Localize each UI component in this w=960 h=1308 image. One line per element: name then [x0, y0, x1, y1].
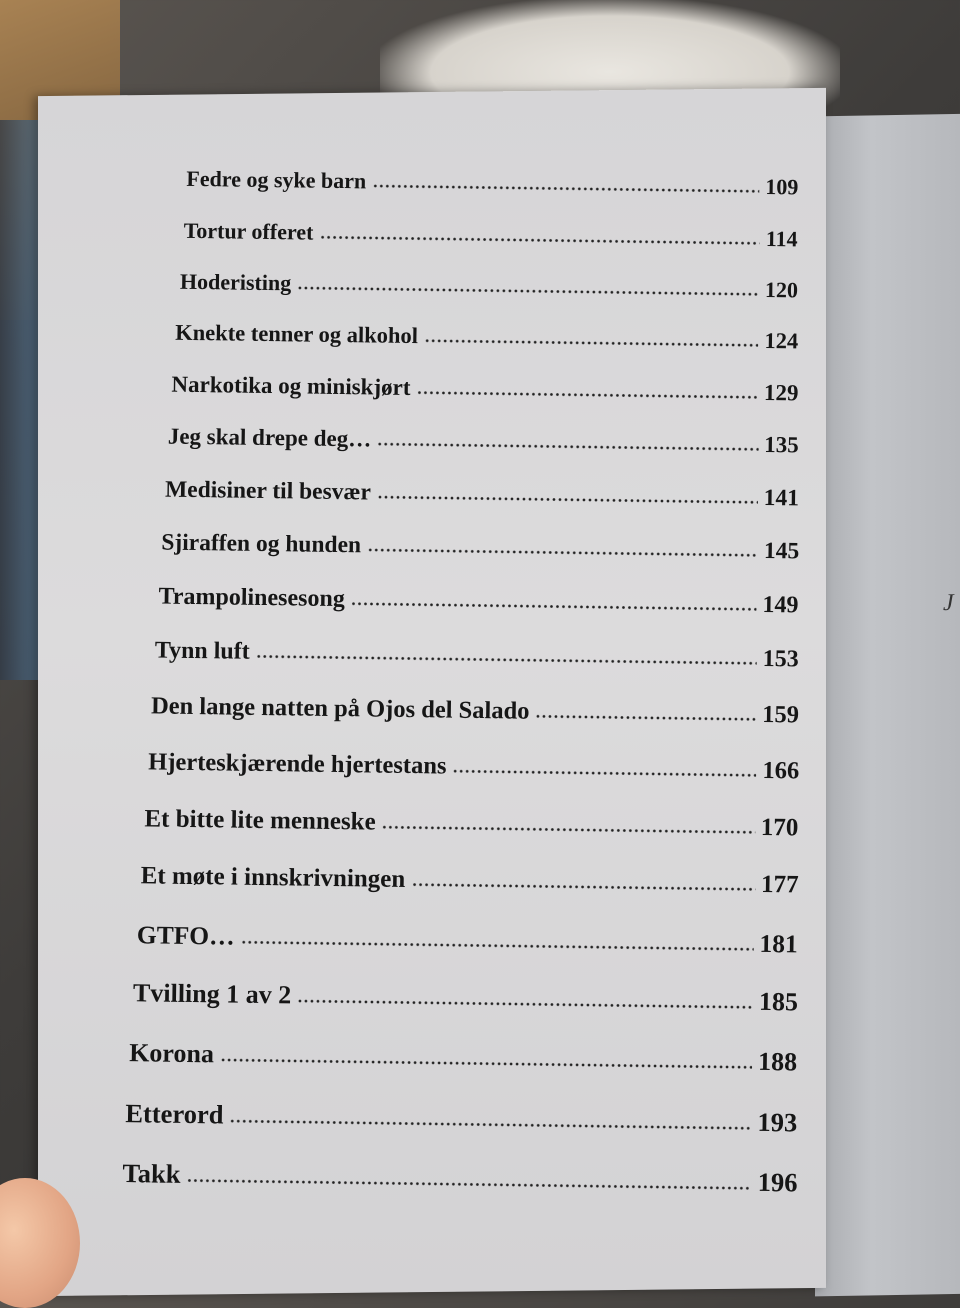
toc-entry-title: GTFO…	[136, 920, 235, 951]
leader-dots	[256, 652, 757, 666]
toc-entry-title: Etterord	[125, 1098, 224, 1130]
toc-entry-title: Et møte i innskrivningen	[140, 862, 406, 893]
leader-dots	[535, 711, 756, 721]
facing-page-text: J	[943, 589, 954, 617]
leader-dots	[377, 440, 758, 452]
toc-entry	[180, 269, 798, 304]
toc-entry	[161, 530, 799, 566]
toc-entry-title: Korona	[129, 1038, 215, 1069]
toc-entry	[168, 424, 799, 459]
toc-entry-title: Trampolinesesong	[158, 583, 345, 613]
leader-dots	[382, 822, 755, 835]
toc-entry	[122, 1158, 797, 1198]
toc-entry-title: Tynn luft	[154, 637, 250, 665]
toc-entry-page: 177	[760, 870, 799, 899]
toc-entry-page: 114	[765, 225, 798, 252]
toc-entry-title: Medisiner til besvær	[164, 476, 372, 506]
leader-dots	[297, 996, 753, 1010]
leader-dots	[372, 182, 759, 194]
toc-entry	[140, 862, 798, 899]
toc-entry-page: 120	[764, 276, 799, 303]
toc-entry-page: 153	[762, 645, 799, 673]
leader-dots	[416, 388, 758, 400]
toc-entry-title: Fedre og syke barn	[186, 165, 367, 194]
toc-entry	[133, 978, 798, 1017]
toc-entry	[155, 637, 799, 673]
toc-entry	[129, 1038, 797, 1077]
toc-entry-page: 166	[762, 756, 800, 785]
leader-dots	[319, 233, 760, 246]
toc-entry	[175, 320, 798, 355]
leader-dots	[351, 599, 757, 612]
toc-entry	[184, 218, 798, 253]
toc-entry	[151, 692, 799, 729]
toc-entry-page: 129	[763, 379, 799, 406]
toc-entry-title: Hoderisting	[179, 268, 292, 296]
toc-entry-page: 159	[762, 700, 800, 729]
leader-dots	[377, 492, 758, 504]
toc-entry-page: 109	[765, 173, 799, 200]
toc-entry-title: Jeg skal drepe deg…	[167, 423, 372, 452]
leader-dots	[240, 937, 753, 952]
toc-entry-title: Hjerteskjærende hjertestans	[148, 748, 447, 780]
toc-entry	[158, 584, 798, 620]
toc-entry-title: Den lange natten på Ojos del Salado	[150, 692, 530, 725]
leader-dots	[297, 284, 759, 297]
leader-dots	[367, 545, 758, 558]
toc-entry-title: Tvilling 1 av 2	[132, 978, 292, 1010]
toc-entry	[165, 477, 799, 513]
toc-entry-title: Knekte tenner og alkohol	[175, 319, 419, 349]
toc-entry-page: 124	[764, 327, 799, 354]
toc-entry-title: Sjiraffen og hunden	[161, 529, 362, 559]
toc-entry-page: 145	[763, 537, 800, 565]
toc-entry-page: 185	[758, 986, 799, 1017]
leader-dots	[186, 1175, 751, 1191]
toc-entry	[137, 920, 798, 959]
toc-entry-page: 135	[764, 431, 799, 458]
toc-entry	[186, 166, 798, 201]
toc-entry	[125, 1098, 797, 1138]
toc-entry-title: Takk	[122, 1158, 181, 1189]
toc-entry	[144, 805, 798, 842]
toc-entry-title: Narkotika og miniskjørt	[171, 371, 411, 401]
toc-entry-page: 181	[759, 928, 798, 959]
leader-dots	[452, 766, 756, 778]
leader-dots	[424, 336, 759, 347]
toc-entry-title: Et bitte lite menneske	[144, 805, 376, 836]
toc-entry-page: 188	[757, 1046, 798, 1077]
toc-entry-page: 196	[757, 1166, 798, 1198]
toc-entry-page: 149	[762, 591, 799, 619]
leader-dots	[220, 1055, 752, 1070]
leader-dots	[411, 880, 755, 892]
toc-entry-page: 193	[757, 1106, 798, 1138]
toc-entry	[171, 372, 798, 407]
toc-entry-page: 170	[760, 813, 799, 842]
toc-entry-page: 141	[763, 484, 800, 512]
leader-dots	[229, 1116, 751, 1131]
toc-entry	[148, 748, 799, 785]
toc-entry-title: Tortur offeret	[183, 217, 314, 245]
